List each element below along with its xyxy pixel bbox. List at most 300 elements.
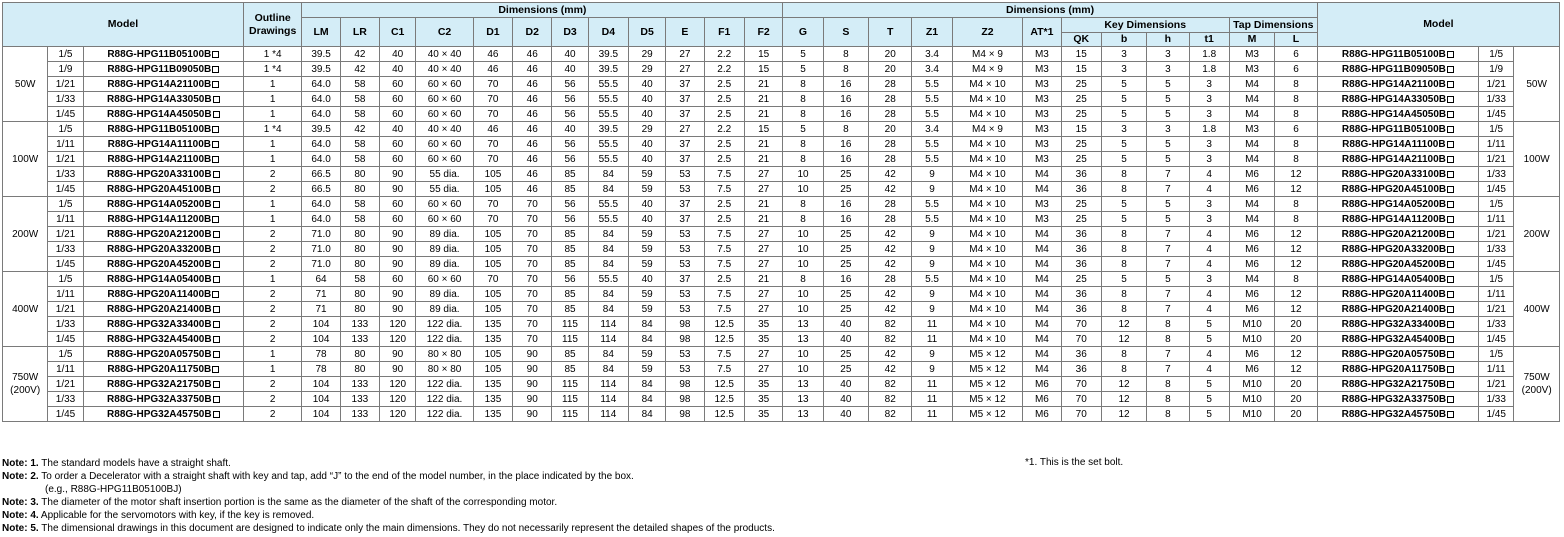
value-cell: 135 — [473, 377, 512, 392]
value-cell: 40 — [628, 197, 665, 212]
value-cell: 4 — [1189, 227, 1229, 242]
value-cell: 3 — [1101, 47, 1146, 62]
value-cell: 37 — [666, 212, 704, 227]
value-cell: M4 — [1023, 347, 1061, 362]
value-cell: M4 — [1229, 197, 1274, 212]
value-cell: M3 — [1023, 47, 1061, 62]
value-cell: 3 — [1189, 107, 1229, 122]
value-cell: 58 — [340, 152, 379, 167]
value-cell: 122 dia. — [416, 332, 473, 347]
value-cell: 59 — [628, 227, 665, 242]
option-box-icon — [212, 126, 219, 133]
value-cell: M4 — [1023, 272, 1061, 287]
value-cell: 28 — [869, 197, 912, 212]
value-cell: 25 — [823, 257, 868, 272]
value-cell: 1/11 — [1479, 362, 1514, 377]
table-row — [3, 272, 1560, 287]
value-cell: 135 — [473, 392, 512, 407]
value-cell: 7 — [1147, 302, 1189, 317]
value-cell: 1/5 — [48, 347, 83, 362]
value-cell: 89 dia. — [416, 257, 473, 272]
value-cell: 3 — [1147, 122, 1189, 137]
value-cell: 105 — [473, 302, 512, 317]
value-cell: 5 — [1147, 272, 1189, 287]
value-cell: 12 — [1275, 167, 1318, 182]
value-cell: 1/33 — [1479, 92, 1514, 107]
value-cell: 5 — [1101, 152, 1146, 167]
value-cell: 42 — [869, 242, 912, 257]
value-cell: 135 — [473, 332, 512, 347]
value-cell: 59 — [628, 182, 665, 197]
value-cell: 12 — [1101, 317, 1146, 332]
value-cell: 9 — [912, 362, 952, 377]
value-cell: M4 — [1229, 107, 1274, 122]
value-cell: 80 — [340, 287, 379, 302]
wattage-label: 200W — [1523, 228, 1550, 240]
note-line — [2, 470, 775, 483]
value-cell: 12.5 — [704, 407, 744, 422]
value-cell: 55.5 — [588, 107, 628, 122]
option-box-icon — [213, 381, 220, 388]
model-header: Model — [3, 3, 244, 47]
value-cell: 46 — [513, 167, 552, 182]
dim-col-header: D4 — [588, 18, 628, 47]
model-number: R88G-HPG14A45050B — [107, 108, 212, 120]
value-cell: 71.0 — [302, 257, 340, 272]
value-cell: 4 — [1189, 287, 1229, 302]
value-cell: 20 — [1275, 377, 1318, 392]
value-cell: 8 — [1147, 407, 1189, 422]
value-cell: 2.5 — [704, 197, 744, 212]
value-cell: 5 — [1147, 152, 1189, 167]
value-cell: 90 — [513, 362, 552, 377]
table-row — [3, 197, 1560, 212]
table-row — [3, 47, 1560, 62]
value-cell: M4 — [1023, 332, 1061, 347]
value-cell: 7 — [1147, 242, 1189, 257]
value-cell: 55.5 — [588, 137, 628, 152]
dim-col-header: D2 — [513, 18, 552, 47]
value-cell: M3 — [1229, 122, 1274, 137]
value-cell: 2 — [243, 302, 301, 317]
model-number: R88G-HPG32A21750B — [1341, 378, 1447, 390]
value-cell: 133 — [340, 332, 379, 347]
value-cell: 40 — [628, 92, 665, 107]
value-cell: 46 — [513, 137, 552, 152]
value-cell: 29 — [628, 62, 665, 77]
value-cell: M4 × 10 — [952, 257, 1023, 272]
model-number-cell — [83, 167, 243, 182]
value-cell: 84 — [628, 407, 665, 422]
option-box-icon — [213, 231, 220, 238]
value-cell: 78 — [302, 362, 340, 377]
dimensions-header-right: Dimensions (mm) — [783, 3, 1317, 18]
value-cell: 56 — [552, 152, 588, 167]
value-cell: 7.5 — [704, 362, 744, 377]
value-cell: 66.5 — [302, 182, 340, 197]
value-cell: 13 — [783, 377, 823, 392]
model-number: R88G-HPG20A21200B — [1341, 228, 1447, 240]
value-cell: 1 — [243, 92, 301, 107]
model-number: R88G-HPG32A45400B — [107, 333, 212, 345]
value-cell: 1/21 — [1479, 302, 1514, 317]
value-cell: 36 — [1061, 257, 1101, 272]
value-cell: 37 — [666, 92, 704, 107]
table-row — [3, 62, 1560, 77]
table-row — [3, 347, 1560, 362]
table-row — [3, 227, 1560, 242]
value-cell: 2.5 — [704, 212, 744, 227]
option-box-icon — [1447, 126, 1454, 133]
value-cell: M3 — [1023, 137, 1061, 152]
model-number-cell — [1317, 242, 1478, 257]
value-cell: 3 — [1147, 47, 1189, 62]
model-number-cell — [83, 257, 243, 272]
value-cell: 21 — [744, 92, 782, 107]
value-cell: M10 — [1229, 317, 1274, 332]
value-cell: 25 — [1061, 92, 1101, 107]
value-cell: 4 — [1189, 167, 1229, 182]
value-cell: M4 × 10 — [952, 152, 1023, 167]
value-cell: 5.5 — [912, 197, 952, 212]
value-cell: 59 — [628, 347, 665, 362]
value-cell: 4 — [1189, 182, 1229, 197]
value-cell: M4 × 10 — [952, 212, 1023, 227]
value-cell: 70 — [1061, 332, 1101, 347]
value-cell: 13 — [783, 317, 823, 332]
value-cell: 3 — [1189, 137, 1229, 152]
value-cell: 5 — [1189, 407, 1229, 422]
value-cell: 105 — [473, 242, 512, 257]
value-cell: 90 — [380, 167, 416, 182]
value-cell: 90 — [380, 227, 416, 242]
value-cell: 8 — [783, 152, 823, 167]
value-cell: M6 — [1229, 362, 1274, 377]
value-cell: 64.0 — [302, 92, 340, 107]
value-cell: 25 — [1061, 212, 1101, 227]
value-cell: 114 — [588, 407, 628, 422]
value-cell: 53 — [666, 347, 704, 362]
model-number: R88G-HPG32A33400B — [107, 318, 212, 330]
value-cell: 9 — [912, 287, 952, 302]
model-number: R88G-HPG20A11750B — [1341, 363, 1446, 375]
option-box-icon — [1447, 156, 1454, 163]
option-box-icon — [1447, 246, 1454, 253]
value-cell: 70 — [513, 212, 552, 227]
model-number: R88G-HPG14A11200B — [107, 213, 212, 225]
value-cell: 56 — [552, 77, 588, 92]
value-cell: 46 — [513, 77, 552, 92]
value-cell: 20 — [1275, 332, 1318, 347]
value-cell: 16 — [823, 92, 868, 107]
model-number: R88G-HPG11B05100B — [107, 48, 212, 60]
table-row — [3, 182, 1560, 197]
value-cell: 64.0 — [302, 152, 340, 167]
dim-col-header: D3 — [552, 18, 588, 47]
model-number: R88G-HPG14A21100B — [1341, 153, 1446, 165]
value-cell: 2 — [243, 227, 301, 242]
value-cell: 10 — [783, 347, 823, 362]
note-line — [2, 522, 775, 535]
dimensions-header-left: Dimensions (mm) — [302, 3, 783, 18]
value-cell: 8 — [1101, 362, 1146, 377]
value-cell: 40 — [628, 77, 665, 92]
value-cell: 2.2 — [704, 122, 744, 137]
model-number-cell — [83, 332, 243, 347]
value-cell: 80 — [340, 362, 379, 377]
value-cell: 40 — [628, 107, 665, 122]
value-cell: 53 — [666, 257, 704, 272]
model-number: R88G-HPG11B05100B — [1341, 123, 1446, 135]
value-cell: 2 — [243, 257, 301, 272]
value-cell: 9 — [912, 227, 952, 242]
value-cell: 11 — [912, 317, 952, 332]
value-cell: M6 — [1229, 257, 1274, 272]
value-cell: 115 — [552, 332, 588, 347]
value-cell: 40 — [380, 122, 416, 137]
value-cell: M4 × 10 — [952, 137, 1023, 152]
model-number-cell — [1317, 197, 1478, 212]
value-cell: 82 — [869, 407, 912, 422]
value-cell: 5.5 — [912, 92, 952, 107]
model-number-cell — [1317, 362, 1478, 377]
value-cell: 40 × 40 — [416, 122, 473, 137]
model-number-cell — [83, 47, 243, 62]
model-number: R88G-HPG11B09050B — [107, 63, 212, 75]
value-cell: 70 — [1061, 317, 1101, 332]
model-number: R88G-HPG32A45750B — [107, 408, 212, 420]
value-cell: 40 — [823, 392, 868, 407]
value-cell: 80 — [340, 182, 379, 197]
model-number-cell — [83, 407, 243, 422]
value-cell: 35 — [744, 377, 782, 392]
value-cell: 56 — [552, 197, 588, 212]
option-box-icon — [1447, 381, 1454, 388]
option-box-icon — [1447, 81, 1454, 88]
note-label: Note: 1. — [2, 458, 39, 469]
model-number-cell — [83, 212, 243, 227]
value-cell: 84 — [588, 227, 628, 242]
model-number: R88G-HPG20A11400B — [107, 288, 212, 300]
model-number-cell — [1317, 167, 1478, 182]
model-number-cell — [83, 392, 243, 407]
value-cell: 1/33 — [48, 92, 83, 107]
value-cell: 84 — [588, 287, 628, 302]
model-number-cell — [1317, 92, 1478, 107]
model-number: R88G-HPG14A11100B — [107, 138, 211, 150]
value-cell: 25 — [823, 302, 868, 317]
model-number-cell — [1317, 122, 1478, 137]
value-cell: 5.5 — [912, 272, 952, 287]
model-number-cell — [1317, 152, 1478, 167]
model-number-cell — [83, 317, 243, 332]
value-cell: 122 dia. — [416, 317, 473, 332]
value-cell: 70 — [513, 242, 552, 257]
value-cell: 53 — [666, 287, 704, 302]
value-cell: 104 — [302, 377, 340, 392]
value-cell: 8 — [1275, 212, 1318, 227]
option-box-icon — [1447, 96, 1454, 103]
value-cell: 84 — [588, 302, 628, 317]
value-cell: 36 — [1061, 347, 1101, 362]
value-cell: 59 — [628, 167, 665, 182]
value-cell: 12 — [1101, 332, 1146, 347]
model-number: R88G-HPG14A33050B — [1341, 93, 1447, 105]
value-cell: 84 — [628, 332, 665, 347]
value-cell: M6 — [1229, 242, 1274, 257]
value-cell: 40 — [552, 62, 588, 77]
value-cell: 13 — [783, 332, 823, 347]
value-cell: 105 — [473, 167, 512, 182]
value-cell: 70 — [1061, 407, 1101, 422]
value-cell: 5 — [1101, 137, 1146, 152]
value-cell: 56 — [552, 92, 588, 107]
value-cell: 42 — [340, 62, 379, 77]
value-cell: 5 — [1147, 212, 1189, 227]
note-text: The standard models have a straight shaft. — [38, 458, 231, 469]
value-cell: M4 × 10 — [952, 92, 1023, 107]
value-cell: 13 — [783, 407, 823, 422]
value-cell: 70 — [513, 317, 552, 332]
value-cell: 5 — [1147, 137, 1189, 152]
value-cell: 84 — [628, 317, 665, 332]
value-cell: 40 — [628, 272, 665, 287]
table-row — [3, 317, 1560, 332]
value-cell: 3 — [1189, 77, 1229, 92]
value-cell: 7.5 — [704, 257, 744, 272]
value-cell: 5 — [1189, 392, 1229, 407]
value-cell: 60 × 60 — [416, 92, 473, 107]
value-cell: 70 — [513, 302, 552, 317]
value-cell: 42 — [869, 227, 912, 242]
value-cell: 135 — [473, 317, 512, 332]
value-cell: 1/11 — [48, 287, 83, 302]
value-cell: 2 — [243, 317, 301, 332]
value-cell: 71 — [302, 302, 340, 317]
value-cell: 70 — [473, 92, 512, 107]
value-cell: 1 — [243, 107, 301, 122]
value-cell: 90 — [513, 377, 552, 392]
value-cell: 21 — [744, 197, 782, 212]
value-cell: 115 — [552, 317, 588, 332]
value-cell: 40 — [552, 47, 588, 62]
value-cell: 1/5 — [1479, 197, 1514, 212]
value-cell: 90 — [513, 392, 552, 407]
value-cell: 29 — [628, 47, 665, 62]
table-row — [3, 152, 1560, 167]
value-cell: 1/21 — [1479, 77, 1514, 92]
value-cell: 64.0 — [302, 77, 340, 92]
model-number-cell — [1317, 212, 1478, 227]
value-cell: 21 — [744, 77, 782, 92]
value-cell: 55.5 — [588, 272, 628, 287]
value-cell: 8 — [823, 47, 868, 62]
option-box-icon — [1447, 51, 1454, 58]
value-cell: 2.5 — [704, 272, 744, 287]
value-cell: M4 × 10 — [952, 77, 1023, 92]
table-row — [3, 407, 1560, 422]
note-text: The diameter of the motor shaft insertion portion is the same as the diameter of the shaft of the corresponding motor. — [38, 497, 558, 509]
table-row — [3, 212, 1560, 227]
value-cell: 39.5 — [302, 47, 340, 62]
model-number-cell — [1317, 272, 1478, 287]
model-number: R88G-HPG20A05750B — [1341, 348, 1447, 360]
value-cell: 133 — [340, 392, 379, 407]
value-cell: 8 — [1275, 77, 1318, 92]
value-cell: 35 — [744, 407, 782, 422]
footnote-set-bolt: *1. This is the set bolt. — [1025, 457, 1124, 468]
option-box-icon — [1447, 351, 1454, 358]
model-number-cell — [83, 152, 243, 167]
value-cell: M5 × 12 — [952, 362, 1023, 377]
value-cell: 5 — [1147, 77, 1189, 92]
value-cell: M4 — [1023, 362, 1061, 377]
value-cell: M5 × 12 — [952, 407, 1023, 422]
value-cell: 120 — [380, 407, 416, 422]
wattage-cell-right — [1514, 122, 1560, 197]
value-cell: 82 — [869, 317, 912, 332]
value-cell: 70 — [1061, 377, 1101, 392]
model-number-cell — [83, 272, 243, 287]
value-cell: 1/21 — [48, 152, 83, 167]
value-cell: M4 × 9 — [952, 62, 1023, 77]
value-cell: 115 — [552, 392, 588, 407]
value-cell: 60 — [380, 92, 416, 107]
value-cell: 135 — [473, 407, 512, 422]
model-number: R88G-HPG20A45100B — [1341, 183, 1447, 195]
model-number-cell — [83, 92, 243, 107]
model-number-cell — [1317, 317, 1478, 332]
value-cell: 85 — [552, 362, 588, 377]
value-cell: 8 — [1275, 152, 1318, 167]
value-cell: 71 — [302, 287, 340, 302]
value-cell: M10 — [1229, 407, 1274, 422]
value-cell: 70 — [1061, 392, 1101, 407]
value-cell: 27 — [744, 347, 782, 362]
value-cell: 10 — [783, 242, 823, 257]
value-cell: 2 — [243, 392, 301, 407]
value-cell: 105 — [473, 227, 512, 242]
value-cell: 36 — [1061, 302, 1101, 317]
value-cell: M3 — [1023, 92, 1061, 107]
value-cell: 39.5 — [588, 47, 628, 62]
value-cell: 40 — [380, 62, 416, 77]
value-cell: 1/45 — [48, 182, 83, 197]
value-cell: 46 — [473, 62, 512, 77]
value-cell: 1/11 — [48, 362, 83, 377]
option-box-icon — [1447, 276, 1454, 283]
dim-col-header: AT*1 — [1023, 18, 1061, 47]
value-cell: M4 — [1023, 257, 1061, 272]
value-cell: 4 — [1189, 362, 1229, 377]
value-cell: 20 — [1275, 317, 1318, 332]
value-cell: 1/45 — [1479, 107, 1514, 122]
value-cell: M5 × 12 — [952, 392, 1023, 407]
value-cell: 70 — [473, 137, 512, 152]
value-cell: 70 — [513, 272, 552, 287]
value-cell: 1/45 — [1479, 257, 1514, 272]
value-cell: M4 × 10 — [952, 182, 1023, 197]
value-cell: 85 — [552, 182, 588, 197]
value-cell: 59 — [628, 287, 665, 302]
value-cell: 3 — [1189, 92, 1229, 107]
value-cell: M4 × 10 — [952, 332, 1023, 347]
option-box-icon — [1447, 141, 1454, 148]
note-text: To order a Decelerator with a straight shaft with key and tap, add “J” to the end of the model number, in the place indicated by the box. — [38, 471, 634, 483]
value-cell: 1/33 — [1479, 167, 1514, 182]
value-cell: 90 — [513, 407, 552, 422]
model-number-cell — [83, 242, 243, 257]
